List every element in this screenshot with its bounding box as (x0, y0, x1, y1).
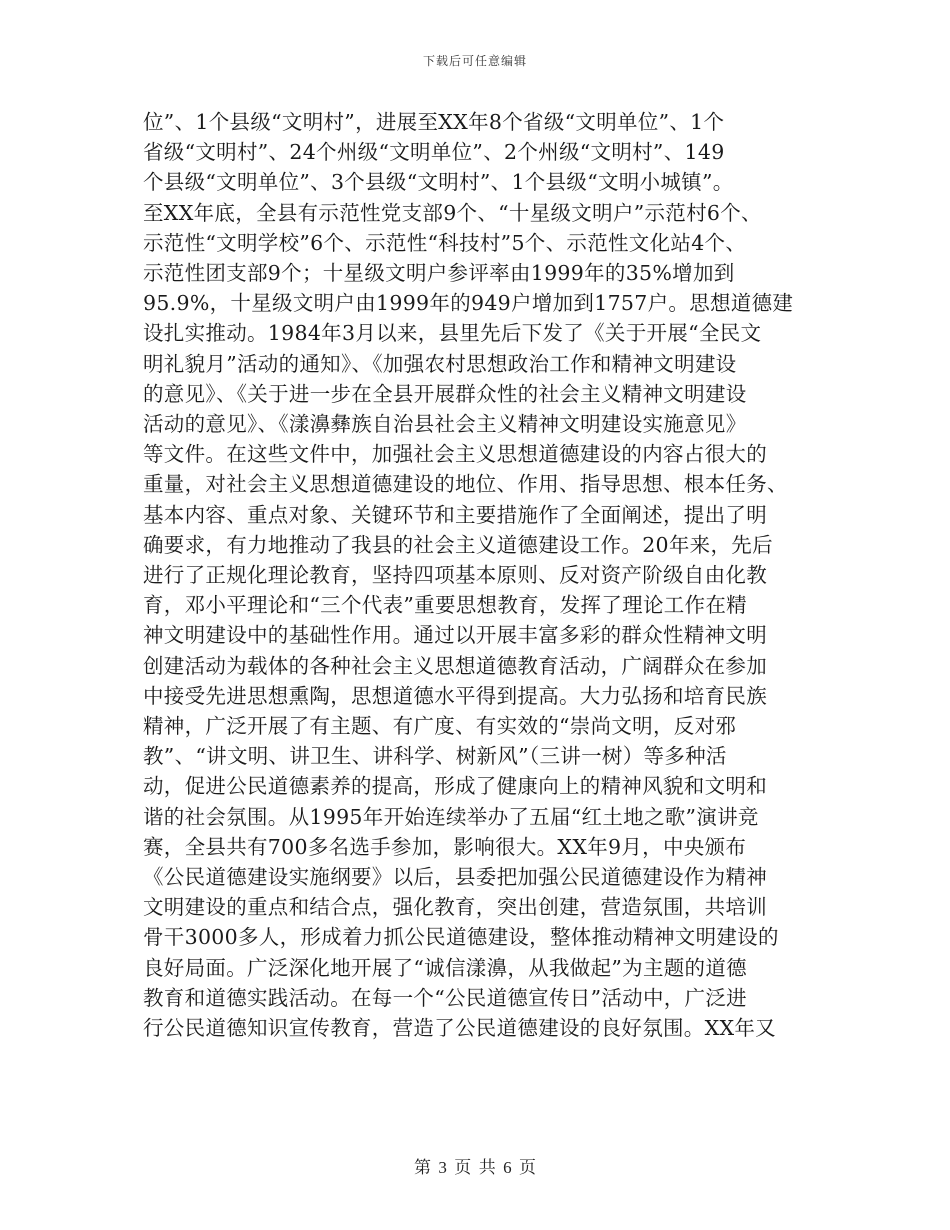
body-line: 重量，对社会主义思想道德建设的地位、作用、指导思想、根本任务、 (143, 472, 788, 497)
body-line: 育，邓小平理论和“三个代表”重要思想教育，发挥了理论工作在精 (143, 593, 747, 618)
body-line: 精神，广泛开展了有主题、有广度、有实效的“崇尚文明，反对邪 (143, 714, 737, 739)
current-page-number: 3 (438, 1158, 447, 1177)
body-line: 教育和道德实践活动。在每一个“公民道德宣传日”活动中，广泛进 (143, 985, 747, 1010)
body-line: 示范性团支部9个；十星级文明户参评率由1999年的35%增加到 (143, 261, 735, 286)
body-line: 省级“文明村”、24个州级“文明单位”、2个州级“文明村”、149 (143, 140, 725, 165)
body-line: 的意见》、《关于进一步在全县开展群众性的社会主义精神文明建设 (143, 381, 747, 406)
body-line: 设扎实推动。1984年3月以来，县里先后下发了《关于开展“全民文 (143, 321, 762, 346)
body-line: 示范性“文明学校”6个、示范性“科技村”5个、示范性文化站4个、 (143, 230, 747, 255)
body-line: 个县级“文明单位”、3个县级“文明村”、1个县级“文明小城镇”。 (143, 170, 734, 195)
body-line: 95.9%，十星级文明户由1999年的949户增加到1757户。思想道德建 (143, 291, 794, 316)
page-footer (0, 1153, 950, 1178)
body-line: 骨干3000多人，形成着力抓公民道德建设，整体推动精神文明建设的 (143, 925, 779, 950)
body-line: 活动的意见》、《漾濞彝族自治县社会主义精神文明建设实施意见》 (143, 412, 747, 437)
footer-middle: 页 共 (454, 1158, 496, 1178)
body-line: 确要求，有力地推动了我县的社会主义道德建设工作。20年来，先后 (143, 532, 773, 557)
total-page-count: 6 (503, 1158, 512, 1177)
body-text (143, 107, 823, 1043)
body-line: 中接受先进思想熏陶，思想道德水平得到提高。大力弘扬和培育民族 (143, 683, 767, 708)
body-line: 教”、“讲文明、讲卫生、讲科学、树新风”（三讲一树）等多种活 (143, 744, 727, 769)
body-line: 明礼貌月”活动的通知》、《加强农村思想政治工作和精神文明建设 (143, 351, 737, 376)
page-header: 下载后可任意编辑 (422, 54, 527, 68)
footer-suffix: 页 (519, 1158, 537, 1178)
body-line: 位”、1个县级“文明村”，进展至XX年8个省级“文明单位”、1个 (143, 110, 725, 134)
body-line: 至XX年底，全县有示范性党支部9个、“十星级文明户”示范村6个、 (143, 200, 762, 225)
body-line: 行公民道德知识宣传教育，营造了公民道德建设的良好氛围。XX年又 (143, 1016, 776, 1041)
footer-prefix: 第 (413, 1158, 431, 1178)
body-line: 等文件。在这些文件中，加强社会主义思想道德建设的内容占很大的 (143, 442, 767, 467)
body-line: 谐的社会氛围。从1995年开始连续举办了五届“红土地之歌”演讲竞 (143, 804, 759, 829)
body-line: 良好局面。广泛深化地开展了“诚信漾濞，从我做起”为主题的道德 (143, 955, 747, 980)
body-line: 文明建设的重点和结合点，强化教育，突出创建，营造氛围，共培训 (143, 895, 767, 920)
body-line: 创建活动为载体的各种社会主义思想道德教育活动，广阔群众在参加 (143, 653, 767, 678)
body-line: 动，促进公民道德素养的提高，形成了健康向上的精神风貌和文明和 (143, 774, 767, 799)
body-line: 神文明建设中的基础性作用。通过以开展丰富多彩的群众性精神文明 (143, 623, 767, 648)
body-line: 赛，全县共有700多名选手参加，影响很大。XX年9月，中央颁布 (143, 834, 747, 859)
body-line: 《公民道德建设实施纲要》以后，县委把加强公民道德建设作为精神 (143, 865, 767, 890)
body-line: 进行了正规化理论教育，坚持四项基本原则、反对资产阶级自由化教 (143, 563, 767, 588)
body-line: 基本内容、重点对象、关键环节和主要措施作了全面阐述，提出了明 (143, 502, 767, 527)
